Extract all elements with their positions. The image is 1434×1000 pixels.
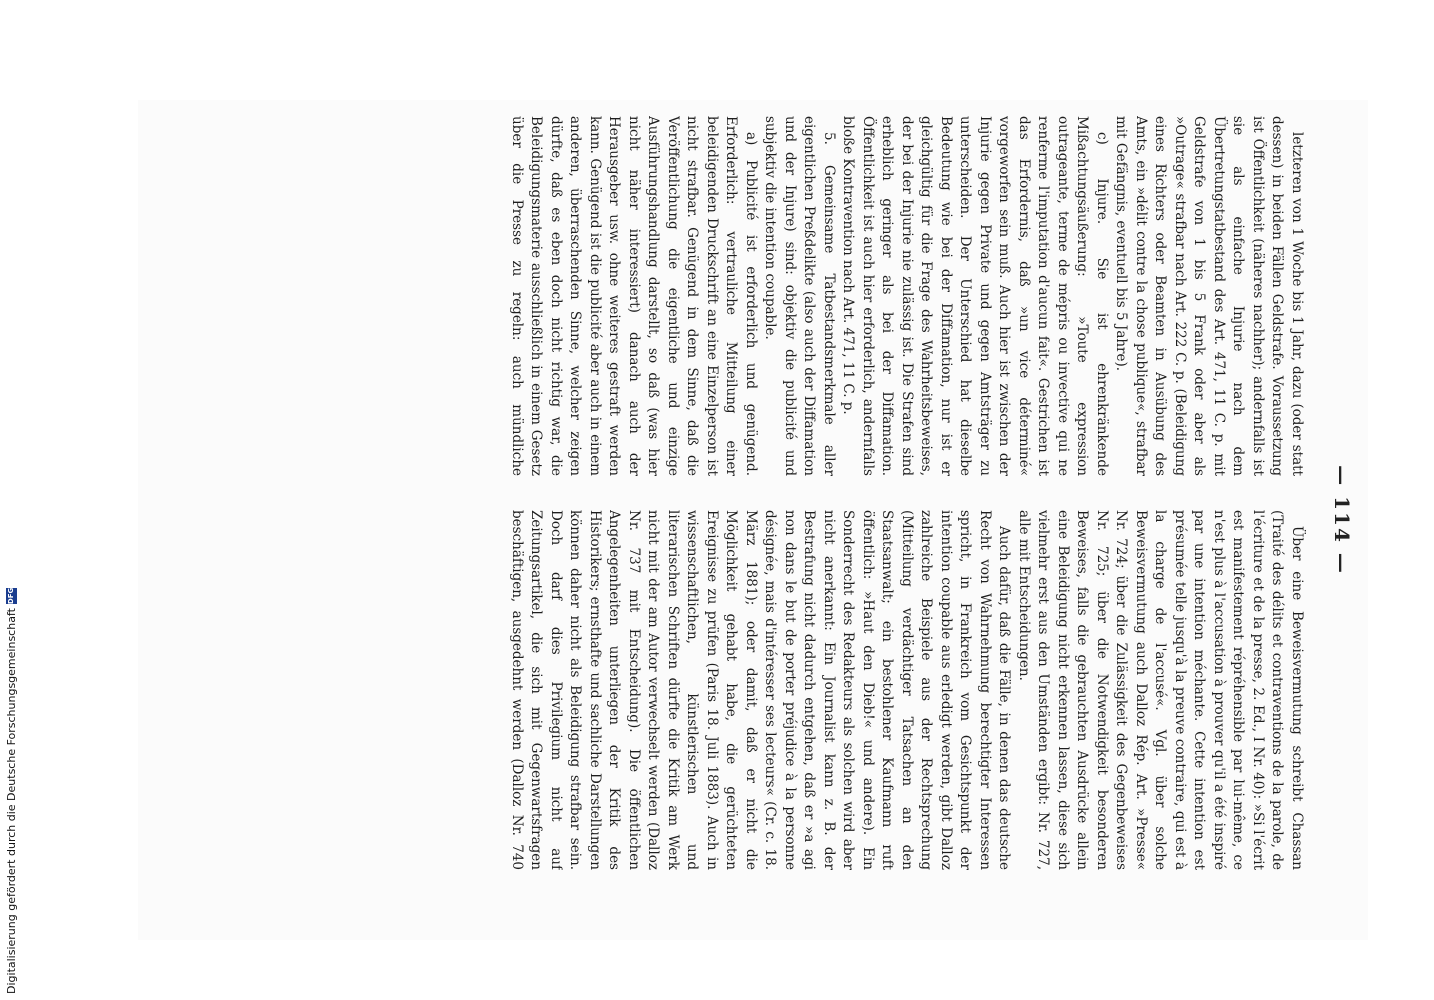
paragraph: c) Injure. Sie ist ehrenkränkende Mißachtungsäußerung: »Toute expression outrageante, terme de mépris ou invective qui ne renferme l'imputation d'aucun fait«. Gestrichen ist das Erfordernis, daß »un vice déterminé« vorgeworfen sein muß. Auch hier ist zwischen der Injurie gegen Private und gegen Amtsträger zu unterscheiden. Der Unterschied hat dieselbe Bedeutung wie bei der Diffamation, nur ist er gleichgültig für die Frage des Wahrheitsbeweises, der bei der Injurie nie zulässig ist. Die Strafen sind erheblich geringer als bei der Diffamation. Öffentlichkeit ist auch hier erforderlich, andernfalls bloße Kontravention nach Art. 471, 11 C. p.: [840, 116, 1110, 476]
paragraph: a) Publicité ist erforderlich und genügend. Erforderlich: vertrauliche Mitteilung einer beleidigenden Druckschrift an eine Einzelperson ist nicht strafbar. Genügend in dem Sinne, daß die Veröffentlichung die eigentliche und einzige Ausführungshandlung darstellt, so daß (was hier nicht näher interessiert) danach auch der Herausgeber usw. ohne weiteres gestraft werden kann. Genügend ist die publicité aber auch in einem anderen, überraschenden Sinne, welcher zeigen dürfte, daß es eben doch nicht richtig war, die Beleidigungsmaterie ausschließlich in einem Gesetz über die Presse zu regeln: auch mündliche: [509, 116, 759, 476]
scanned-page: [138, 100, 1368, 940]
dfg-logo-icon: DFG: [7, 587, 15, 605]
dfg-credit-strip: [0, 0, 24, 1000]
dfg-credit: [5, 588, 18, 994]
paragraph: Über eine Beweisvermutung schreibt Chassan (Traité des délits et contraventions de la parole, de l'écriture et de la presse, 2. Ed., I Nr. 40): »Si l'écrit est manifestement répréhensible par lui-même, ce n'est plus à l'accusation à prouver qu'il a été inspiré par une intention méchante. Cette intention est présumée telle jusqu'à la preuve contraire, qui est à la charge de l'accusé«. Vgl. über solche Beweisvermutung auch Dalloz Rép. Art. »Presse« Nr. 724; über die Zulässigkeit des Gegenbeweises Nr. 725; über die Notwendigkeit besonderen Beweises, falls die gebrauchten Ausdrücke allein eine Beleidigung nicht erkennen lassen, diese sich vielmehr erst aus den Umständen ergibt: Nr. 727, alle mit Entscheidungen.: [1016, 510, 1305, 870]
right-column: [506, 510, 1306, 870]
paragraph: letzteren von 1 Woche bis 1 Jahr, dazu (oder statt dessen) in beiden Fällen Geldstrafe. Voraussetzung ist Öffentlichkeit (näheres nachher); andernfalls ist sie als einfache Injurie nach dem Übertretungstatbestand des Art. 471, 11 C. p. mit Geldstrafe von 1 bis 5 Frank oder aber als »Outrage« strafbar nach Art. 222 C. p. (Beleidigung eines Richters oder Beamten in Ausübung des Amts, ein »délit contre la chose publique«, strafbar mit Gefängnis, eventuell bis 5 Jahre).: [1113, 116, 1305, 476]
paragraph: 5. Gemeinsame Tatbestandsmerkmale aller eigentlichen Preßdelikte (also auch der Diffamation und der Injure) sind: objektiv die publicité und subjektiv die intention coupable.: [762, 116, 837, 476]
dfg-credit-text: Digitalisierung gefördert durch die Deutsche Forschungsgemeinschaft: [5, 608, 18, 994]
page-number: — 114 —: [1330, 465, 1354, 575]
left-column: [506, 116, 1306, 476]
paragraph: Auch dafür, daß die Fälle, in denen das deutsche Recht von Wahrnehmung berechtigter Interessen spricht, in Frankreich vom Gesichtspunkt der intention coupable aus erledigt werden, gibt Dalloz zahlreiche Beispiele aus der Rechtsprechung (Mitteilung verdächtiger Tatsachen an den Staatsanwalt; ein bestohlener Kaufmann ruft öffentlich: »Haut den Dieb!« und andere). Ein Sonderrecht des Redakteurs als solchen wird aber nicht anerkannt: Ein Journalist kann z. B. der Bestrafung nicht dadurch entgehen, daß er »a agi non dans le but de porter préjudice à la personne désignée, mais d'intéresser ses lecteurs« (Cr. c. 18. März 1881); oder damit, daß er nicht die Möglichkeit gehabt habe, die gerüchteten Ereignisse zu prüfen (Paris 18. Juli 1883). Auch in wissenschaftlichen, künstlerischen und literarischen Schriften dürfte die Kritik am Werk nicht mit der am Autor verwechselt werden (Dalloz Nr. 737 mit Entscheidung). Die öffentlichen Angelegenheiten unterliegen der Kritik des Historikers; ernsthafte und sachliche Darstellungen können daher nicht als Beleidigung strafbar sein. Doch darf dies Privilegium nicht auf Zeitungsartikel, die sich mit Gegenwartsfragen beschäftigen, ausgedehnt werden (Dalloz Nr. 740: [509, 510, 1013, 870]
